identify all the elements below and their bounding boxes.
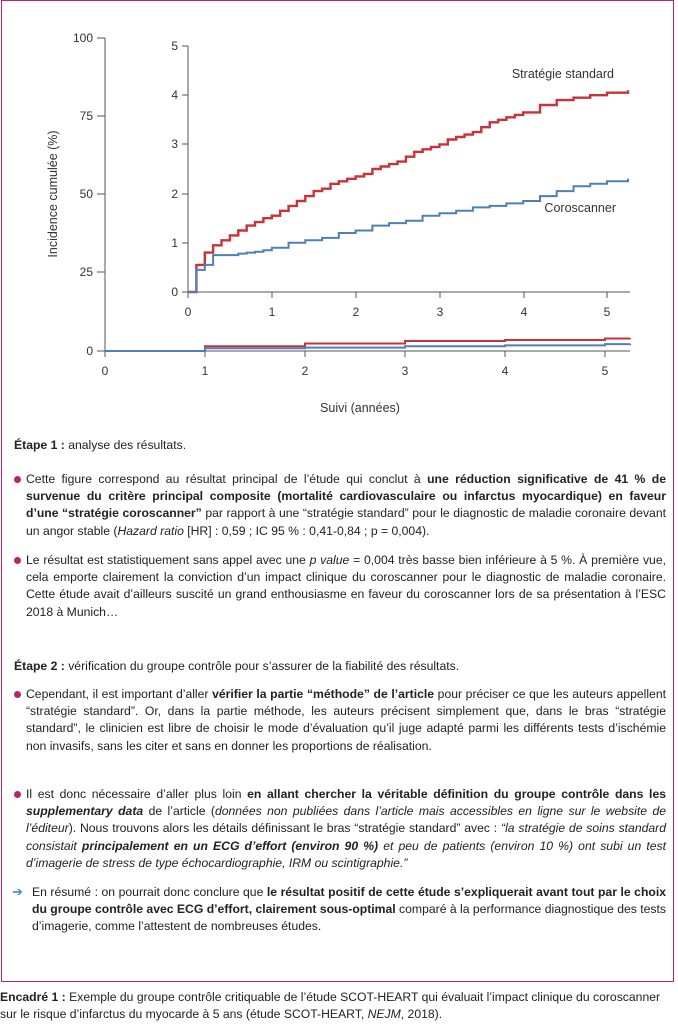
outer-y-tick-label: 50 — [79, 187, 93, 201]
caption-text: Exemple du groupe contrôle critiquable de l’étude SCOT-HEART qui évaluait l’impact clinique du coroscanner sur le risque d’infarctus du myocarde à 5 ans (étude SCOT-HEART, — [0, 990, 661, 1021]
text-bold-italic: principalement en un ECG d’effort (environ 90 %) — [81, 838, 379, 853]
outer-x-tick-label: 3 — [401, 364, 409, 378]
inset-x-tick-label: 1 — [268, 305, 276, 319]
text-run: par rapport à une “stratégie standard” pour le diagnostic de maladie coronaire devant un angor stable ( — [26, 506, 666, 538]
text-italic: “la stratégie de soins standard consistait — [26, 821, 666, 853]
outer-x-tick-label: 1 — [201, 364, 209, 378]
text-run: de l’article ( — [143, 804, 215, 819]
step2-heading-bold: Étape 2 : — [14, 659, 65, 673]
step1-heading — [14, 438, 186, 452]
bullet-dot-icon — [14, 557, 21, 564]
bullet-dot-icon — [14, 476, 21, 483]
bullet-text — [14, 471, 666, 540]
inset-y-tick-label: 5 — [171, 39, 178, 53]
bullet-text — [14, 884, 666, 936]
inset-x-tick-label: 4 — [520, 305, 528, 319]
bullet-text — [14, 786, 666, 872]
outer-x-tick-label: 0 — [101, 364, 109, 378]
text-run: Cette figure correspond au résultat principal de l’étude qui conclut à — [26, 472, 428, 486]
caption-italic: NEJM — [367, 1007, 401, 1021]
text-run: Il est donc nécessaire d’aller plus loin — [26, 787, 248, 801]
caption-label: Encadré 1 : — [0, 990, 66, 1004]
bullet-method-check — [14, 686, 666, 755]
inset-y-tick-label: 4 — [171, 88, 178, 102]
outer-x-tick-label: 5 — [601, 364, 609, 378]
outer-y-axis-label: Incidence cumulée (%) — [46, 130, 60, 258]
inset-axes — [182, 46, 630, 298]
outer-y-tick-label: 0 — [86, 344, 93, 358]
text-italic: et peu de patients (environ 10 %) ont subi un test d’imagerie de stress de type échocardiographie, IRM ou scintigraphie.” — [26, 838, 666, 870]
text-run: pour préciser ce que les auteurs appellent “stratégie standard”. Or, dans la partie méthode, les auteurs précisent simplement que, dans le bras “stratégie standard”, le clinicien est libre de choisir le mode d’évaluation qu’il juge adapté parmi les différents tests d’ischémie non invasifs, sans les citer et sans en donner les proportions de réalisation. — [26, 687, 666, 753]
bullet-text — [14, 552, 666, 621]
incidence-chart — [0, 0, 678, 420]
text-run: ). Nous trouvons alors les détails définissant le bras “stratégie standard” avec : — [68, 821, 502, 836]
inset-x-tick-label: 5 — [603, 305, 611, 319]
step2-heading-text: vérification du groupe contrôle pour s’assurer de la fiabilité des résultats. — [64, 659, 460, 673]
text-bold: une réduction significative de 41 % de survenue du critère principal composite (mortalité cardiovasculaire ou infarctus myocardique) en faveur d’une “stratégie coroscanner” — [26, 472, 666, 521]
text-italic: données non publiées dans l’article mais accessibles en ligne sur le website de l’éditeur — [26, 804, 667, 836]
text-run: En résumé : on pourrait donc conclure que — [32, 885, 267, 899]
text-bold: en allant chercher la véritable définition du groupe contrôle dans les — [247, 787, 666, 801]
step1-heading-bold: Étape 1 : — [14, 438, 65, 452]
bullet-supplementary-data — [14, 786, 666, 872]
outer-y-tick-label: 75 — [79, 109, 93, 123]
text-run: comparé à la performance diagnostique des tests d’imagerie, comme l’attestent de nombreuses études. — [32, 902, 666, 934]
bullet-dot-icon — [14, 791, 21, 798]
bullet-result-summary — [14, 471, 666, 540]
step1-heading-text: analyse des résultats. — [64, 438, 187, 452]
outer-coroscanner-line — [105, 344, 630, 351]
inset-y-tick-label: 1 — [171, 236, 178, 250]
step2-heading — [14, 659, 459, 673]
bullet-dot-icon — [14, 691, 21, 698]
outer-y-tick-label: 25 — [79, 265, 93, 279]
outer-x-tick-label: 4 — [501, 364, 509, 378]
outer-y-tick-label: 100 — [72, 31, 93, 45]
inset-y-tick-label: 3 — [171, 137, 178, 151]
inset-coroscanner-line — [188, 179, 628, 292]
inset-x-tick-label: 3 — [436, 305, 444, 319]
inset-x-tick-label: 0 — [184, 305, 192, 319]
outer-x-axis-label: Suivi (années) — [320, 401, 400, 415]
bullet-text — [14, 686, 666, 755]
text-run: Le résultat est statistiquement sans appel avec une — [26, 553, 310, 567]
standard-series-label: Stratégie standard — [511, 67, 614, 81]
text-bold: le résultat positif de cette étude s’expliquerait avant tout par le choix du groupe contrôle avec ECG d’effort, clairement sous-optimal — [32, 885, 666, 917]
figure-caption — [0, 989, 676, 1023]
inset-x-tick-label: 2 — [352, 305, 360, 319]
inset-y-tick-label: 2 — [171, 187, 178, 201]
outer-x-tick-label: 2 — [301, 364, 309, 378]
text-italic: Hazard ratio — [117, 523, 184, 538]
bullet-summary — [14, 884, 666, 936]
arrow-right-icon: ➔ — [12, 884, 23, 899]
text-run: Cependant, il est important d’aller — [26, 687, 213, 701]
text-bold: vérifier la partie “méthode” de l’article — [212, 687, 435, 701]
text-bold-italic: supplementary data — [26, 804, 144, 819]
bullet-p-value — [14, 552, 666, 621]
inset-y-tick-label: 0 — [171, 285, 178, 299]
text-italic: p value — [309, 553, 350, 567]
text-run: = 0,004 très basse bien inférieure à 5 %. À première vue, cela emporte clairement la conviction d’un impact clinique du coroscanner pour le diagnostic de maladie coronaire. Cette étude avait d’ailleurs suscité un grand enthousiasme en faveur du coroscanner lors de sa présentation à l’ESC 2018 à Munich… — [26, 553, 666, 619]
coroscanner-series-label: Coroscanner — [544, 201, 616, 215]
text-run: [HR] : 0,59 ; IC 95 % : 0,41-0,84 ; p = 0,004). — [183, 523, 430, 538]
caption-text: , 2018). — [400, 1007, 443, 1021]
